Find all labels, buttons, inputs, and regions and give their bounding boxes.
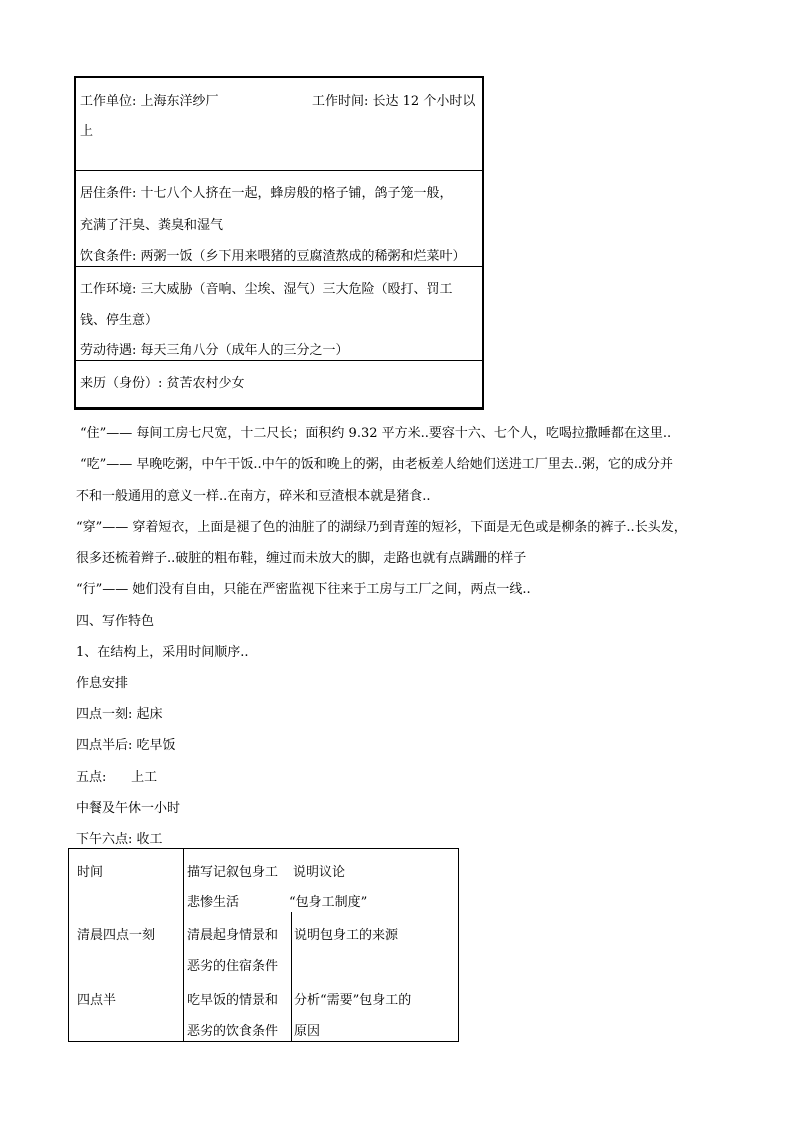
schedule-item: 下午六点: 收工 xyxy=(76,832,163,847)
schedule-item: 五点: 上工 xyxy=(76,770,158,785)
table-cell: 分析“需要”包身工的 xyxy=(294,993,412,1008)
work-unit-text: 工作单位: 上海东洋纱厂 xyxy=(80,94,219,109)
schedule-item: 四点半后: 吃早饭 xyxy=(76,738,176,753)
work-time-text: 工作时间: 长达 12 个小时以 xyxy=(312,94,476,109)
living-conditions-line2: 充满了汗臭、粪臭和湿气 xyxy=(80,218,224,233)
column-divider xyxy=(183,849,184,1041)
paragraph-chuan-line1: “穿”—— 穿着短衣，上面是褪了色的油脏了的湖绿乃到青莲的短衫，下面是无色或是柳条的裤子..长头发， xyxy=(76,520,687,535)
table-header-time: 时间 xyxy=(77,865,104,880)
paragraph-xing: “行”—— 她们没有自由，只能在严密监视下往来于工房与工厂之间，两点一线.. xyxy=(76,582,531,597)
table-cell: 清晨四点一刻 xyxy=(77,928,156,943)
food-conditions-text: 饮食条件: 两粥一饭（乡下用来喂猪的豆腐渣熬成的稀粥和烂菜叶） xyxy=(80,249,466,264)
schedule-title: 作息安排 xyxy=(76,676,129,691)
table-header-explanation: 说明议论 xyxy=(293,865,346,880)
living-conditions-line1: 居住条件: 十七八个人挤在一起，蜂房般的格子铺，鸽子笼一般， xyxy=(80,186,453,201)
summary-table xyxy=(68,848,459,1042)
table-header-explanation: “包身工制度” xyxy=(289,895,368,910)
column-divider xyxy=(291,912,292,1041)
divider xyxy=(76,360,482,361)
info-box xyxy=(74,76,484,410)
schedule-item: 中餐及午休一小时 xyxy=(76,801,181,816)
table-header-description: 悲惨生活 xyxy=(187,895,240,910)
table-cell: 四点半 xyxy=(77,993,117,1008)
paragraph-chi-line2: 不和一般通用的意义一样..在南方，碎米和豆渣根本就是猪食.. xyxy=(76,489,431,504)
paragraph-chuan-line2: 很多还梳着辫子..破脏的粗布鞋，缠过而未放大的脚，走路也就有点蹒跚的样子 xyxy=(76,551,527,566)
table-header-description: 描写记叙包身工 xyxy=(187,865,279,880)
table-cell: 恶劣的住宿条件 xyxy=(187,959,279,974)
paragraph-zhu: “住”—— 每间工房七尺宽，十二尺长；面积约 9.32 平方米..要容十六、七个人，吃喝拉撒睡都在这里.. xyxy=(80,426,672,441)
schedule-item: 四点一刻: 起床 xyxy=(76,707,163,722)
table-cell: 清晨起身情景和 xyxy=(187,928,279,943)
table-cell: 原因 xyxy=(294,1024,321,1039)
divider xyxy=(76,170,482,171)
work-time-continued: 上 xyxy=(80,124,94,139)
labor-pay-text: 劳动待遇: 每天三角八分（成年人的三分之一） xyxy=(80,343,349,358)
work-environment-line1: 工作环境: 三大威胁（音响、尘埃、湿气）三大危险（殴打、罚工 xyxy=(80,282,453,297)
table-cell: 吃早饭的情景和 xyxy=(187,993,279,1008)
origin-text: 来历（身份）: 贫苦农村少女 xyxy=(80,376,245,391)
work-environment-line2: 钱、停生意） xyxy=(80,313,159,328)
structure-text: 1、在结构上，采用时间顺序.. xyxy=(76,645,249,660)
table-cell: 说明包身工的来源 xyxy=(294,928,399,943)
section-heading: 四、写作特色 xyxy=(76,614,155,629)
table-cell: 恶劣的饮食条件 xyxy=(187,1024,279,1039)
paragraph-chi-line1: “吃”—— 早晚吃粥，中午干饭..中午的饭和晚上的粥，由老板差人给她们送进工厂里去..粥，它的成分并 xyxy=(80,457,673,472)
divider xyxy=(76,266,482,267)
